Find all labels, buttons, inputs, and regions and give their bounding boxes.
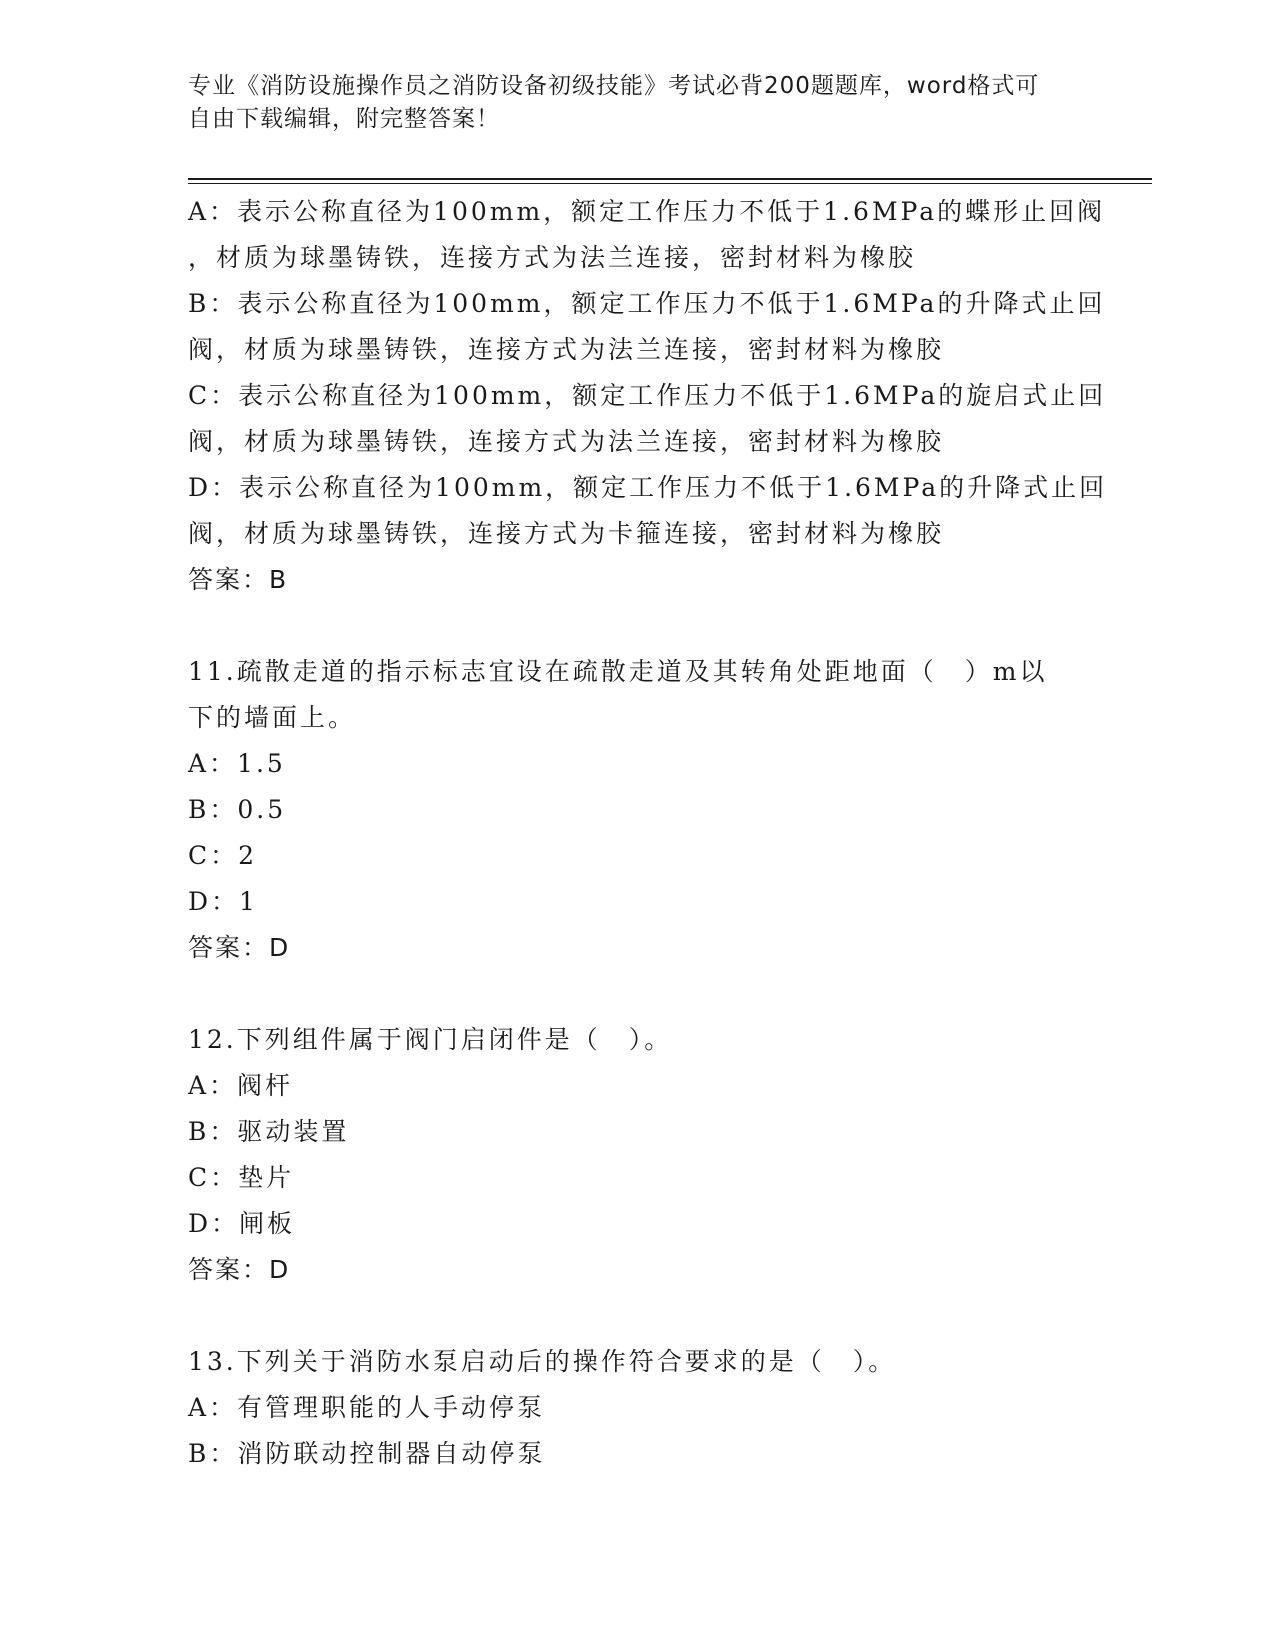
question-12 (188, 1017, 1088, 1293)
option-b: B：0.5 (188, 795, 287, 824)
option-a: A：有管理职能的人手动停泵 (188, 1393, 546, 1422)
option-c-line-1: C：表示公称直径为100mm，额定工作压力不低于1.6MPa的旋启式止回 (188, 381, 1107, 410)
option-c: C：垫片 (188, 1163, 295, 1192)
header-divider-thin (188, 183, 1152, 184)
option-d-line-1: D：表示公称直径为100mm，额定工作压力不低于1.6MPa的升降式止回 (188, 473, 1108, 502)
option-d-line-2: 阀，材质为球墨铸铁，连接方式为卡箍连接，密封材料为橡胶 (188, 519, 945, 548)
option-a: A：1.5 (188, 749, 286, 778)
option-b: B：驱动装置 (188, 1117, 350, 1146)
question-11 (188, 649, 1088, 971)
option-c-line-2: 阀，材质为球墨铸铁，连接方式为法兰连接，密封材料为橡胶 (188, 427, 945, 456)
spacer (188, 971, 1088, 1017)
answer-label: 答案：D (188, 933, 291, 962)
header-divider-thick (188, 178, 1152, 180)
option-b-line-2: 阀，材质为球墨铸铁，连接方式为法兰连接，密封材料为橡胶 (188, 335, 945, 364)
spacer (188, 603, 1088, 649)
option-a: A：阀杆 (188, 1071, 294, 1100)
option-c: C：2 (188, 841, 258, 870)
header-line-2: 自由下载编辑，附完整答案！ (188, 106, 500, 132)
question-10-continued (188, 189, 1108, 603)
option-a-line-1: A：表示公称直径为100mm，额定工作压力不低于1.6MPa的蝶形止回阀 (188, 197, 1106, 226)
answer-label: 答案：D (188, 1255, 291, 1284)
header-line-1: 专业《消防设施操作员之消防设备初级技能》考试必背200题题库，word格式可 (188, 73, 1040, 99)
question-13 (188, 1339, 1088, 1477)
question-stem-line-1: 11.疏散走道的指示标志宜设在疏散走道及其转角处距地面（ ）m以 (188, 657, 1048, 686)
question-stem-line-2: 下的墙面上。 (188, 703, 357, 732)
question-stem: 12.下列组件属于阀门启闭件是（ ）。 (188, 1025, 673, 1054)
option-a-line-2: ，材质为球墨铸铁，连接方式为法兰连接，密封材料为橡胶 (188, 243, 917, 272)
option-d: D：1 (188, 887, 258, 916)
spacer (188, 1293, 1088, 1339)
option-d: D：闸板 (188, 1209, 296, 1238)
document-header (188, 70, 1088, 136)
option-b: B：消防联动控制器自动停泵 (188, 1439, 546, 1468)
option-b-line-1: B：表示公称直径为100mm，额定工作压力不低于1.6MPa的升降式止回 (188, 289, 1106, 318)
question-stem: 13.下列关于消防水泵启动后的操作符合要求的是（ ）。 (188, 1347, 897, 1376)
question-list (188, 189, 1108, 1477)
answer-label: 答案：B (188, 565, 289, 594)
